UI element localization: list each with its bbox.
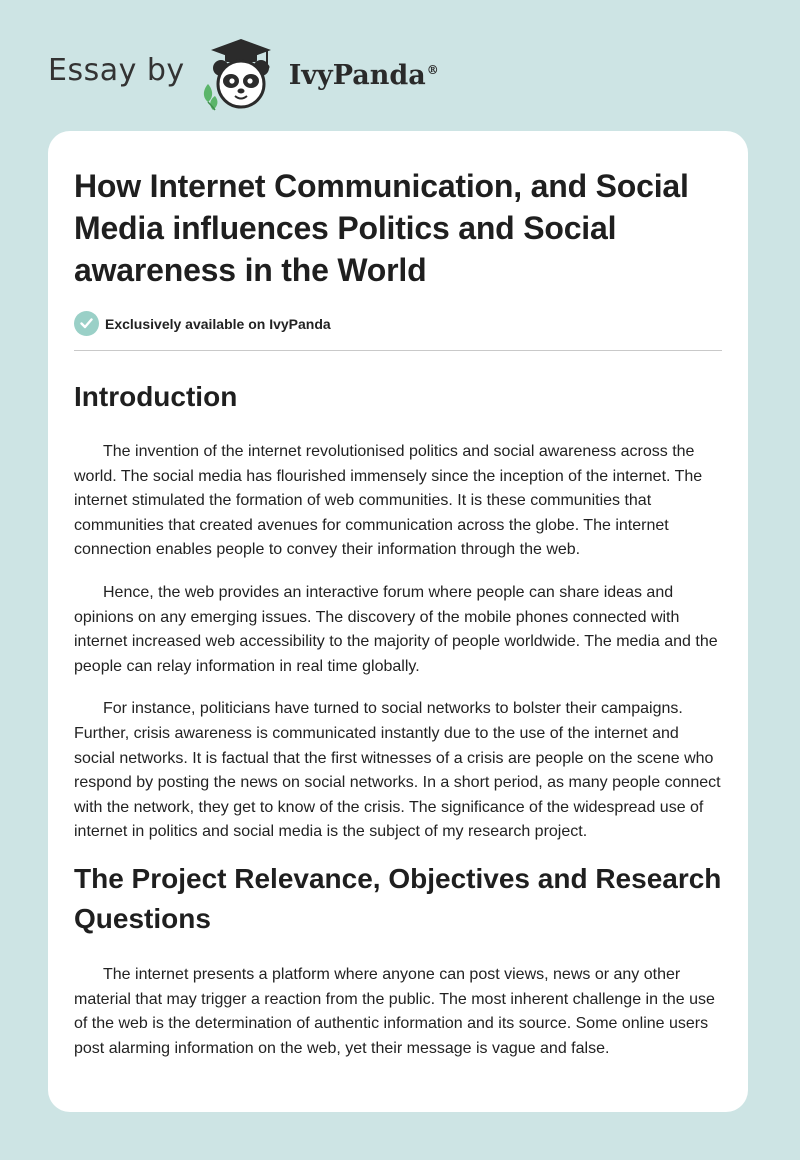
section-heading-introduction: Introduction bbox=[74, 381, 238, 412]
paragraph: For instance, politicians have turned to social networks to bolster their campaigns. Further, crisis awareness is communicated instantly due to the use of the internet and social networks. It is factual that the first witnesses of a crisis are people on the scene who respond by posting the news on social networks. In a short period, as many people connect with the network, they get to know of the crisis. The significance of the widespread use of internet in politics and social media is the subject of my research project. bbox=[74, 700, 721, 841]
paragraph: The invention of the internet revolutionised politics and social awareness across the world. The social media has flourished immensely since the inception of the internet. The internet stimulated the formation of web communities. It is these communities that communities that created avenues for communication across the globe. The internet connection enables people to convey their information through the web. bbox=[74, 443, 703, 559]
paragraph: Hence, the web provides an interactive forum where people can share ideas and opinions on any emerging issues. The discovery of the mobile phones connected with internet increased web accessibility to the majority of people worldwide. The media and the people can relay information in real time globally. bbox=[74, 583, 718, 675]
exclusive-badge bbox=[74, 311, 722, 336]
article-card bbox=[48, 131, 748, 1112]
divider bbox=[74, 350, 722, 351]
essay-by-label: Essay by bbox=[48, 52, 185, 88]
registered-mark: ® bbox=[426, 62, 439, 77]
paragraph: The internet presents a platform where anyone can post views, news or any other material that may trigger a reaction from the public. The most inherent challenge in the use of the web is the determination of authentic information and its source. Some online users post alarming information on the web, yet their message is vague and false. bbox=[74, 965, 715, 1057]
ivypanda-logo-icon[interactable] bbox=[199, 36, 285, 112]
brand-name[interactable] bbox=[289, 60, 439, 91]
brand-name-text: IvyPanda bbox=[288, 59, 426, 91]
article-title: How Internet Communication, and Social Media influences Politics and Social awareness in the World bbox=[74, 168, 689, 288]
exclusive-badge-label: Exclusively available on IvyPanda bbox=[105, 315, 331, 332]
section-heading-project-relevance: The Project Relevance, Objectives and Research Questions bbox=[74, 862, 722, 934]
check-icon bbox=[74, 311, 99, 336]
site-header bbox=[48, 36, 439, 112]
